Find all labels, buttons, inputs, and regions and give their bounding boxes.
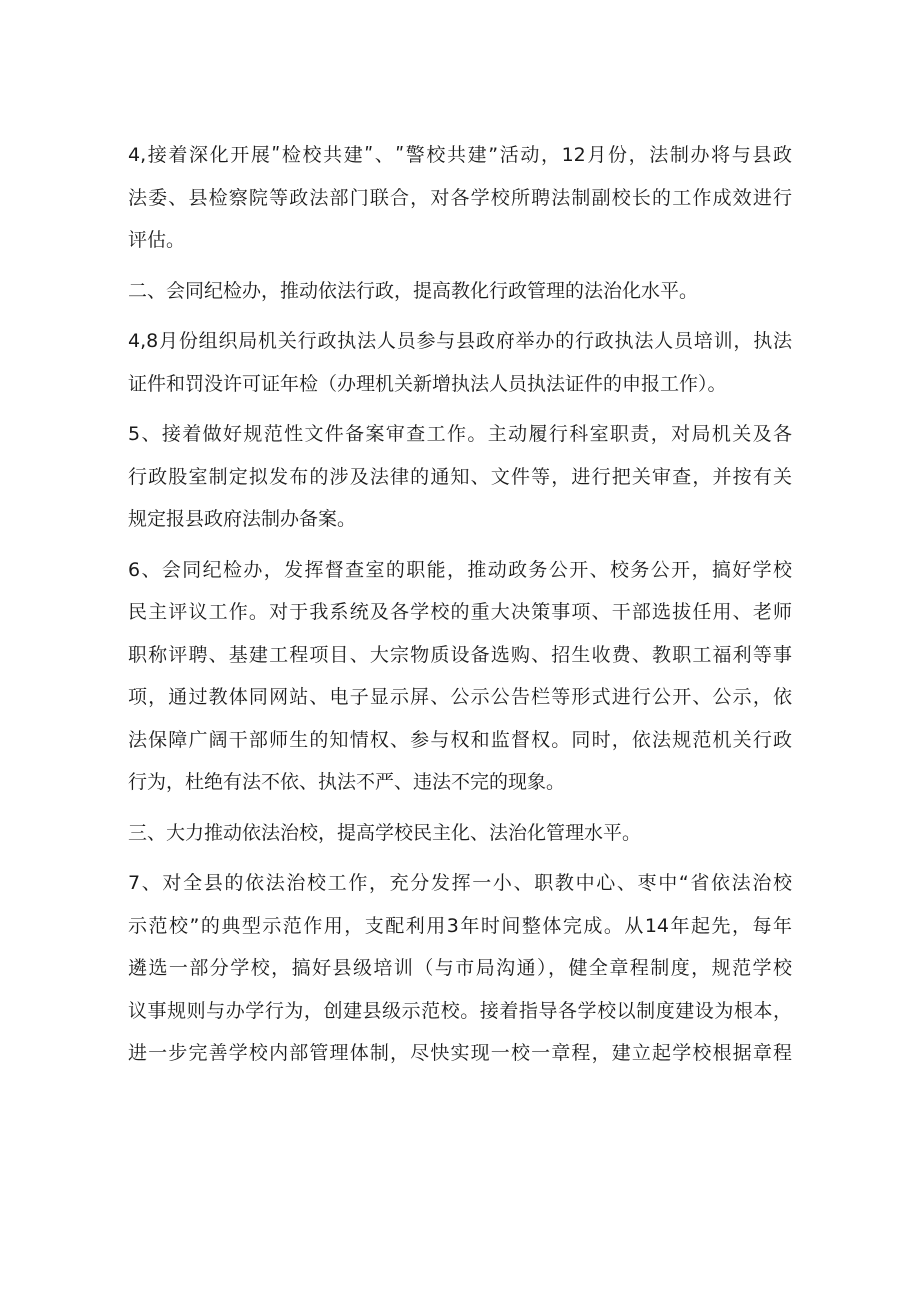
text-line: 行为，杜绝有法不依、执法不严、违法不完的现象。: [128, 771, 566, 793]
paragraph-item-4-lawful-school-cooperation: [128, 134, 792, 262]
text-line: 证件和罚没许可证年检（办理机关新增执法人员执法证件的申报工作）。: [128, 372, 727, 395]
text-line: 遴选一部分学校，搞好县级培训（与市局沟通），健全章程制度，规范学校: [128, 957, 792, 979]
text-line: 6、会同纪检办，发挥督查室的职能，推动政务公开、校务公开，搞好学校: [128, 558, 792, 581]
text-line: 7、对全县的依法治校工作，充分发挥一小、职教中心、枣中“省依法治校: [128, 872, 792, 894]
paragraph-item-6: [128, 549, 792, 804]
text-line: 法委、县检察院等政法部门联合，对各学校所聘法制副校长的工作成效进行: [128, 186, 792, 209]
heading-line: 三、大力推动依法治校，提高学校民主化、法治化管理水平。: [128, 821, 642, 844]
text-line: 进一步完善学校内部管理体制，尽快实现一校一章程，建立起学校根据章程: [128, 1042, 792, 1064]
heading-line: 二、会同纪检办，推动依法行政，提高教化行政管理的法治化水平。: [128, 279, 699, 302]
text-line: 职称评聘、基建工程项目、大宗物质设备选购、招生收费、教职工福利等事: [128, 643, 792, 666]
text-line: 示范校”的典型示范作用，支配利用3年时间整体完成。从14年起先，每年: [128, 914, 792, 937]
paragraph-item-7: [128, 862, 792, 1075]
document-body: [128, 134, 792, 1083]
paragraph-item-5: [128, 413, 792, 541]
text-line: 项，通过教体同网站、电子显示屏、公示公告栏等形式进行公开、公示，依: [128, 686, 792, 708]
text-line: 民主评议工作。对于我系统及各学校的重大决策事项、干部选拔任用、老师: [128, 601, 792, 623]
text-line: 评估。: [128, 229, 186, 251]
section-heading-2: [128, 270, 792, 313]
text-line: 规定报县政府法制办备案。: [128, 508, 357, 530]
text-line: 5、接着做好规范性文件备案审查工作。主动履行科室职责，对局机关及各: [128, 423, 792, 445]
text-line: 行政股室制定拟发布的涉及法律的通知、文件等，进行把关审查，并按有关: [128, 465, 792, 488]
text-line: 法保障广阔干部师生的知情权、参与权和监督权。同时，依法规范机关行政: [128, 728, 792, 751]
text-line: 4,接着深化开展ʺ检校共建ʺ、ʺ警校共建”活动，12月份，法制办将与县政: [128, 144, 792, 166]
section-heading-3: [128, 812, 792, 855]
paragraph-item-4-enforcement-training: [128, 320, 792, 405]
text-line: 4,8月份组织局机关行政执法人员参与县政府举办的行政执法人员培训，执法: [128, 330, 792, 352]
text-line: 议事规则与办学行为，创建县级示范校。接着指导各学校以制度建设为根本，: [128, 999, 792, 1022]
